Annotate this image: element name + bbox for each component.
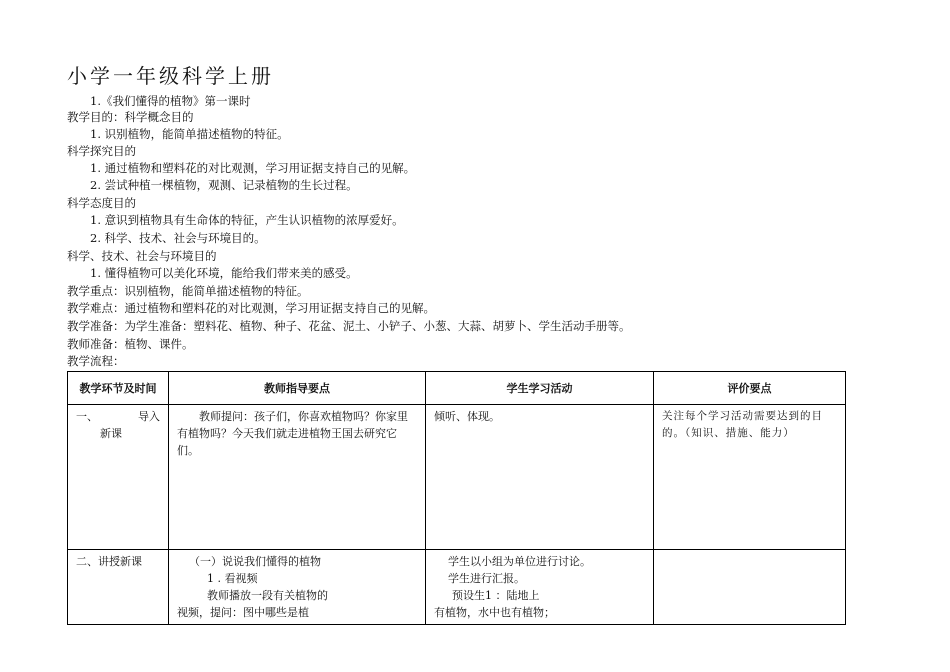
key-point: 教学重点：识别植物，能简单描述植物的特征。 xyxy=(67,284,309,298)
student-cell xyxy=(426,405,654,550)
lesson-heading: 1.《我们懂得的植物》第一课时 xyxy=(90,94,251,108)
section-heading: 科学探究目的 xyxy=(67,144,136,158)
teacher-line: 教师播放一段有关植物的 xyxy=(207,589,328,602)
teacher-cell xyxy=(169,405,426,550)
stage-cell xyxy=(68,550,169,625)
flow-heading: 教学流程： xyxy=(67,354,125,368)
evaluation-cell xyxy=(654,405,846,550)
table-header-row xyxy=(68,372,846,405)
header-teacher: 教师指导要点 xyxy=(169,372,426,405)
objective-item: 1. 懂得植物可以美化环境，能给我们带来美的感受。 xyxy=(90,266,358,280)
student-line: 学生以小组为单位进行讨论。 xyxy=(448,555,591,568)
student-cell xyxy=(426,550,654,625)
objective-item: 1. 识别植物，能简单描述植物的特征。 xyxy=(90,127,289,141)
evaluation-cell xyxy=(654,550,846,625)
teaching-flow-table xyxy=(67,371,846,625)
objective-item: 1. 通过植物和塑料花的对比观测，学习用证据支持自己的见解。 xyxy=(90,161,416,175)
teacher-text: 教师提问：孩子们，你喜欢植物吗？你家里有植物吗？今天我们就走进植物王国去研究它们。 xyxy=(177,410,408,457)
student-line: 有植物，水中也有植物； xyxy=(434,606,555,619)
stage-cell xyxy=(68,405,169,550)
objective-item: 1. 意识到植物具有生命体的特征，产生认识植物的浓厚爱好。 xyxy=(90,213,404,227)
difficulty: 教学难点：通过植物和塑料花的对比观测，学习用证据支持自己的见解。 xyxy=(67,301,435,315)
teacher-line: （一）说说我们懂得的植物 xyxy=(189,555,321,568)
teacher-preparation: 教师准备：植物、课件。 xyxy=(67,337,194,351)
section-heading: 科学态度目的 xyxy=(67,196,136,210)
section-heading: 科学、技术、社会与环境目的 xyxy=(67,249,217,263)
page-title: 小学一年级科学上册 xyxy=(67,64,274,88)
table-row xyxy=(68,405,846,550)
stage-text: 二、讲授新课 xyxy=(76,555,142,568)
student-text: 倾听、体现。 xyxy=(434,410,500,423)
objective-item: 2. 尝试种植一棵植物，观测、记录植物的生长过程。 xyxy=(90,178,358,192)
evaluation-text: 关注每个学习活动需要达到的目的。（知识、措施、能力） xyxy=(662,410,823,439)
objective-heading: 教学目的：科学概念目的 xyxy=(67,110,194,124)
header-evaluation: 评价要点 xyxy=(654,372,846,405)
stage-word: 导入 xyxy=(138,410,160,423)
teacher-line: 视频，提问：图中哪些是植 xyxy=(177,606,309,619)
table-row xyxy=(68,550,846,625)
student-preparation: 教学准备：为学生准备：塑料花、植物、种子、花盆、泥土、小铲子、小葱、大蒜、胡萝卜、学生活动手册等。 xyxy=(67,319,631,333)
teacher-cell xyxy=(169,550,426,625)
header-student: 学生学习活动 xyxy=(426,372,654,405)
student-line: 学生进行汇报。 xyxy=(448,572,525,585)
stage-word-2: 新课 xyxy=(100,427,122,440)
header-stage: 教学环节及时间 xyxy=(68,372,169,405)
teacher-line: 1 . 看视频 xyxy=(207,572,258,585)
student-line: 预设生1 ：陆地上 xyxy=(452,589,540,602)
objective-item: 2. 科学、技术、社会与环境目的。 xyxy=(90,231,266,245)
stage-number: 一、 xyxy=(76,410,98,423)
